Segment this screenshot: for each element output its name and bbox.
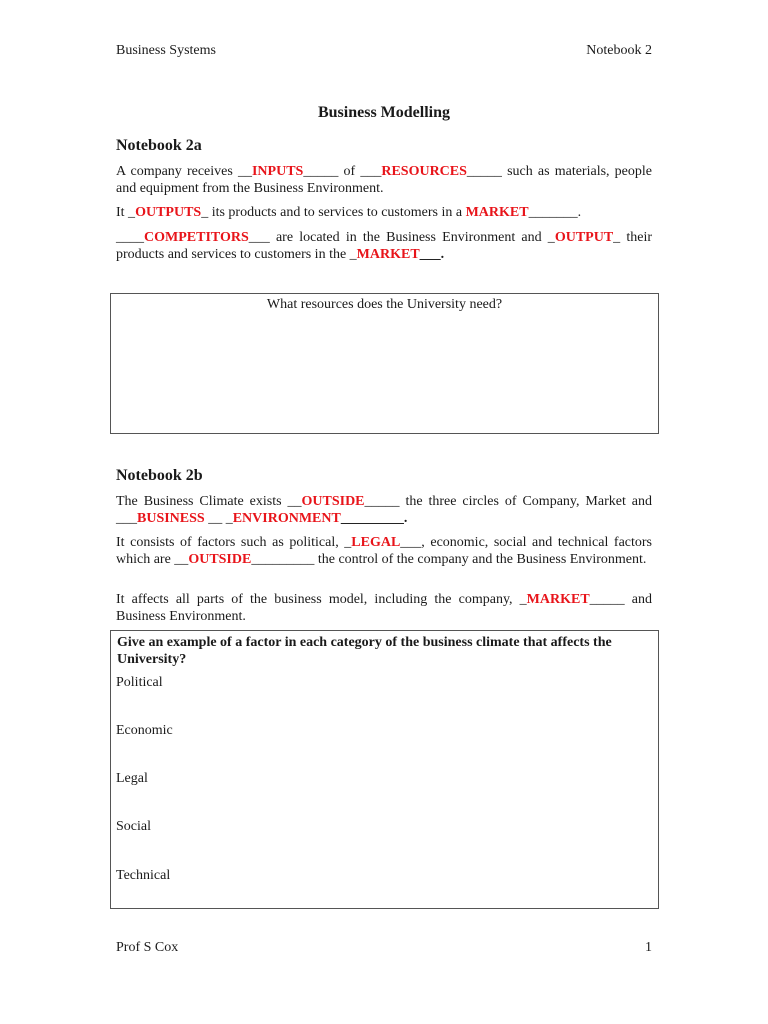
business-climate-question: Give an example of a factor in each category of the business climate that affects the University? xyxy=(117,635,612,667)
answer-market: MARKET xyxy=(465,205,529,220)
resources-question: What resources does the University need? xyxy=(266,297,503,312)
text: It _ xyxy=(116,205,136,220)
section-b-paragraph-3 xyxy=(116,591,652,625)
text: ___, economic, social and technical factors which are __ xyxy=(116,535,653,567)
answer-competitors: COMPETITORS xyxy=(144,230,249,245)
page-title: Business Modelling xyxy=(317,104,451,121)
text: _ their products and services to customers in the _ xyxy=(116,230,652,262)
text: It affects all parts of the business model, including the company, _ xyxy=(116,592,527,607)
page-number: 1 xyxy=(645,940,652,955)
section-a-paragraph-1 xyxy=(116,163,652,197)
text: ___ are located in the Business Environment and _ xyxy=(248,230,555,245)
header-right: Notebook 2 xyxy=(586,43,652,58)
answer-output: OUTPUT xyxy=(554,230,614,245)
text: A company receives __ xyxy=(116,164,252,179)
answer-market: MARKET xyxy=(356,247,420,262)
resources-answer-box[interactable] xyxy=(110,293,659,434)
category-technical: Technical xyxy=(116,868,171,883)
text: _________. xyxy=(340,511,408,526)
text: _____ such as materials, people and equipment from the Business Environment. xyxy=(116,164,652,196)
answer-business: BUSINESS xyxy=(137,511,205,526)
answer-inputs: INPUTS xyxy=(251,164,304,179)
answer-outside: OUTSIDE xyxy=(188,552,252,567)
answer-resources: RESOURCES xyxy=(381,164,467,179)
header-left: Business Systems xyxy=(116,43,216,58)
answer-legal: LEGAL xyxy=(351,535,401,550)
business-climate-answer-box[interactable] xyxy=(110,630,659,909)
text: _______. xyxy=(528,205,582,220)
section-b-heading: Notebook 2b xyxy=(116,467,203,484)
category-political: Political xyxy=(116,675,163,690)
footer-author: Prof S Cox xyxy=(116,940,179,955)
text: ___. xyxy=(419,247,445,262)
section-b-paragraph-1 xyxy=(116,493,652,527)
answer-outside: OUTSIDE xyxy=(301,494,365,509)
text: _____ the three circles of Company, Market and ___ xyxy=(116,494,653,526)
text: It consists of factors such as political, _ xyxy=(116,535,352,550)
answer-environment: ENVIRONMENT xyxy=(232,511,341,526)
section-b-paragraph-2 xyxy=(116,534,652,568)
category-social: Social xyxy=(116,819,151,834)
text: _____ of ___ xyxy=(303,164,382,179)
text: _________ the control of the company and the Business Environment. xyxy=(251,552,647,567)
category-economic: Economic xyxy=(116,723,173,738)
category-legal: Legal xyxy=(116,771,148,786)
text: _ its products and to services to customers in a xyxy=(201,205,466,220)
section-a-paragraph-2 xyxy=(116,204,652,221)
answer-market: MARKET xyxy=(526,592,590,607)
section-a-heading: Notebook 2a xyxy=(116,137,202,154)
text: ____ xyxy=(116,230,144,245)
answer-outputs: OUTPUTS xyxy=(135,205,202,220)
text: __ _ xyxy=(204,511,233,526)
text: _____ and Business Environment. xyxy=(116,592,652,624)
section-a-paragraph-3 xyxy=(116,229,652,263)
text: The Business Climate exists __ xyxy=(116,494,302,509)
